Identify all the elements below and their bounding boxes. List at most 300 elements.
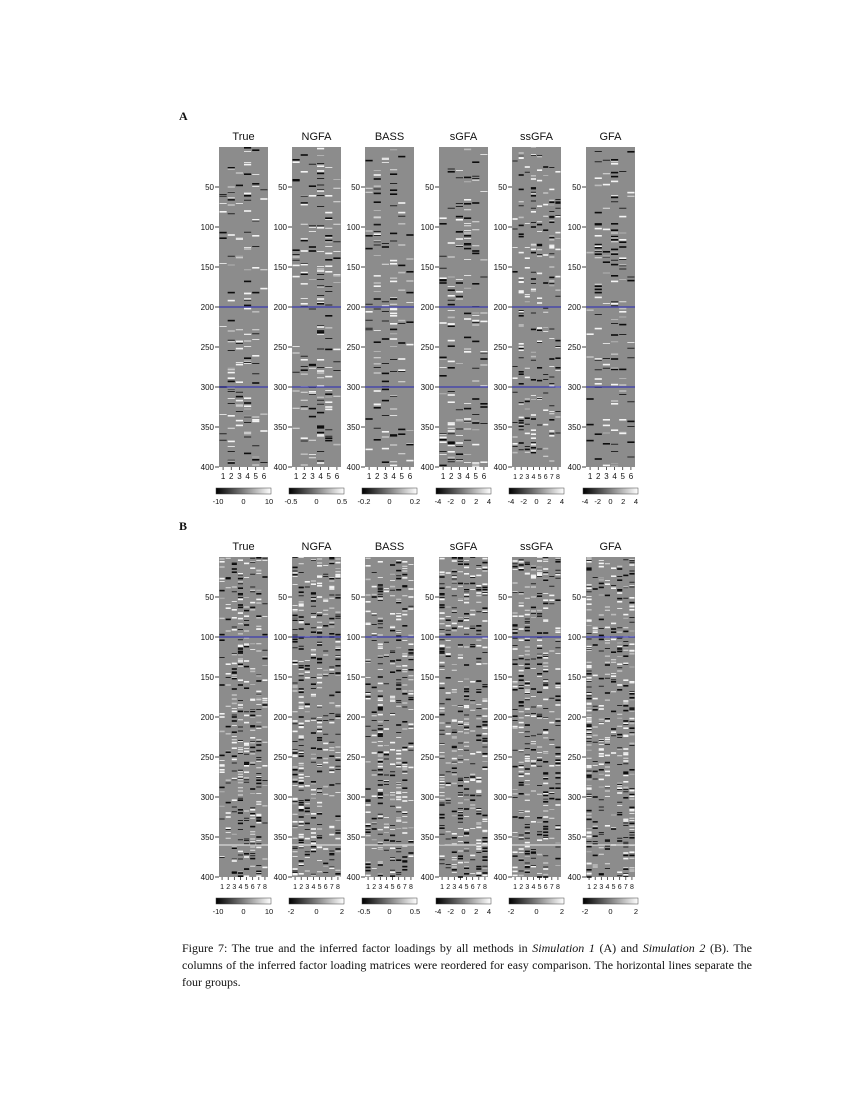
loading-stripe [244,839,249,840]
loading-stripe [525,247,530,248]
loading-stripe [299,572,304,573]
loading-stripe [250,764,255,765]
loading-stripe [329,755,334,757]
loading-stripe [374,235,381,236]
loading-stripe [464,848,469,849]
loading-stripe [244,597,249,598]
loading-stripe [382,381,389,383]
colorbar-tick-label: 2 [474,497,479,506]
loading-stripe [619,208,626,209]
loading-stripe [464,619,469,621]
loading-stripe [513,229,518,230]
loading-stripe [470,577,475,578]
loading-stripe [317,462,324,464]
loading-stripe [238,770,243,771]
loading-stripe [252,363,259,364]
y-tick-label: 150 [567,673,581,682]
loading-stripe [323,848,328,850]
loading-stripe [228,191,235,192]
loading-stripe [228,341,235,342]
loading-stripe [402,792,407,793]
loading-stripe [537,766,542,767]
loading-stripe [472,313,479,314]
loading-stripe [525,377,530,379]
loading-stripe [587,559,592,561]
loading-stripe [238,782,243,784]
loading-stripe [595,458,602,460]
colorbar-tick-label: -2 [594,497,602,506]
loading-stripe [301,284,308,285]
loading-stripe [611,429,618,431]
loading-stripe [611,369,618,371]
loading-stripe [458,705,463,706]
loading-stripe [555,687,560,689]
loading-stripe [480,403,487,405]
loading-stripe [262,656,267,657]
loading-stripe [256,773,261,774]
loading-stripe [464,729,469,730]
loading-stripe [309,394,316,395]
loading-stripe [311,597,316,598]
colorbar-tick-label: 2 [633,907,639,916]
loading-stripe [611,305,618,306]
loading-stripe [513,632,518,634]
loading-stripe [390,742,395,744]
loading-stripe [390,847,395,849]
loading-stripe [374,428,381,429]
loading-stripe [525,572,530,573]
loading-stripe [323,674,328,675]
loading-stripe [470,644,475,645]
loading-stripe [372,613,377,615]
loading-stripe [226,751,231,753]
loading-stripe [555,843,560,844]
y-tick-label: 200 [200,303,214,312]
loading-stripe [543,751,548,752]
loading-stripe [262,859,267,860]
loading-stripe [317,824,322,825]
loading-stripe [448,257,455,258]
loading-stripe [482,830,487,832]
loading-stripe [402,747,407,749]
loading-stripe [587,603,592,605]
loading-stripe [446,572,451,574]
loading-stripe [317,451,324,452]
loading-stripe [448,208,455,209]
loading-stripe [537,327,542,328]
loading-stripe [366,449,373,451]
loading-stripe [382,264,389,265]
loading-stripe [440,437,447,439]
loading-stripe [228,428,235,429]
x-tick-label: 2 [449,472,454,481]
loading-stripe [402,671,407,672]
loading-stripe [323,625,328,627]
loading-stripe [317,846,322,847]
loading-stripe [549,338,554,339]
loading-stripe [256,801,261,802]
loading-stripe [519,429,524,430]
loading-stripe [323,863,328,865]
loading-stripe [293,353,300,354]
loading-stripe [595,257,602,258]
loading-stripe [464,567,469,569]
loading-stripe [238,771,243,772]
loading-stripe [617,631,622,633]
loading-stripe [440,703,445,704]
loading-stripe [232,617,237,619]
loading-stripe [519,404,524,405]
loading-stripe [446,640,451,641]
loading-stripe [448,461,455,462]
loading-stripe [617,789,622,790]
loading-stripe [513,663,518,665]
loading-stripe [619,419,626,421]
loading-stripe [472,202,479,204]
loading-stripe [531,329,536,331]
loading-stripe [396,570,401,572]
loading-stripe [293,827,298,829]
loading-stripe [519,425,524,427]
loading-stripe [476,827,481,829]
loading-stripe [402,768,407,770]
loading-stripe [611,675,616,677]
loading-stripe [311,818,316,819]
loading-stripe [329,588,334,590]
loading-stripe [378,745,383,746]
loading-stripe [482,733,487,735]
loading-stripe [309,250,316,252]
loading-stripe [238,623,243,624]
loading-stripe [293,611,298,612]
loading-stripe [464,724,469,725]
loading-stripe [464,462,471,463]
loading-stripe [623,825,628,826]
loading-stripe [448,300,455,301]
loading-stripe [244,751,249,752]
loading-stripe [396,763,401,764]
loading-stripe [244,308,251,310]
loading-stripe [555,865,560,866]
loading-stripe [325,286,332,287]
loading-stripe [452,869,457,871]
loading-stripe [519,775,524,777]
loading-stripe [452,783,457,785]
loading-stripe [323,758,328,760]
loading-stripe [402,611,407,612]
loading-stripe [325,217,332,219]
loading-stripe [440,730,445,731]
loading-stripe [238,618,243,620]
loading-stripe [629,734,634,736]
loading-stripe [593,627,598,629]
loading-stripe [448,324,455,326]
loading-stripe [519,564,524,566]
loading-stripe [299,774,304,776]
loading-stripe [382,311,389,312]
loading-stripe [398,245,405,246]
loading-stripe [232,778,237,780]
loading-stripe [476,575,481,577]
loading-stripe [525,598,530,599]
loading-stripe [482,587,487,589]
loading-stripe [470,646,475,648]
loading-stripe [456,216,463,218]
loading-stripe [519,157,524,159]
loading-stripe [238,647,243,648]
loading-stripe [374,233,381,235]
loading-stripe [244,840,249,841]
loading-stripe [549,711,554,712]
loading-stripe [220,806,225,807]
loading-stripe [629,723,634,725]
loading-stripe [525,856,530,857]
loading-stripe [390,835,395,836]
y-tick-label: 250 [200,753,214,762]
loading-stripe [299,689,304,690]
loading-stripe [452,705,457,706]
loading-stripe [396,784,401,785]
loading-stripe [617,656,622,657]
loading-stripe [325,241,332,242]
loading-stripe [599,651,604,652]
loading-stripe [537,794,542,795]
y-tick-label: 400 [567,873,581,882]
loading-stripe [440,834,445,835]
loading-stripe [317,659,322,661]
loading-stripe [299,786,304,788]
loading-stripe [456,245,463,246]
loading-stripe [236,237,243,238]
loading-stripe [482,815,487,817]
y-tick-label: 50 [278,593,287,602]
loading-stripe [382,415,389,416]
loading-stripe [390,415,397,416]
loading-stripe [587,650,592,651]
loading-stripe [603,229,610,231]
loading-stripe [384,642,389,643]
loading-stripe [366,248,373,250]
loading-stripe [390,313,397,315]
loading-stripe [482,724,487,726]
loading-stripe [390,829,395,830]
loading-stripe [623,874,628,876]
loading-stripe [599,769,604,771]
loading-stripe [464,613,469,615]
loading-stripe [325,246,332,247]
loading-stripe [555,756,560,757]
loading-stripe [595,297,602,299]
loading-stripe [476,718,481,720]
heatmap-title: ssGFA [519,541,554,553]
loading-stripe [301,298,308,299]
loading-stripe [382,363,389,364]
loading-stripe [232,716,237,718]
loading-stripe [611,444,618,445]
loading-stripe [317,155,324,156]
colorbar-tick-label: 2 [547,497,552,506]
y-tick-label: 250 [567,343,581,352]
loading-stripe [390,586,395,588]
y-tick-label: 350 [420,423,434,432]
y-tick-label: 300 [493,793,507,802]
loading-stripe [549,205,554,206]
loading-stripe [448,445,455,447]
loading-stripe [378,847,383,848]
loading-stripe [617,576,622,577]
loading-stripe [611,195,618,196]
loading-stripe [384,591,389,593]
loading-stripe [464,664,469,666]
loading-stripe [398,289,405,291]
loading-stripe [372,775,377,776]
loading-stripe [372,711,377,713]
loading-stripe [549,838,554,839]
loading-stripe [531,659,536,660]
loading-stripe [374,185,381,187]
loading-stripe [390,841,395,842]
loading-stripe [317,737,322,739]
loading-stripe [537,595,542,597]
loading-stripe [619,378,626,379]
loading-stripe [390,775,395,777]
x-tick-label: 3 [383,472,388,481]
loading-stripe [396,732,401,733]
loading-stripe [629,835,634,836]
loading-stripe [482,607,487,609]
loading-stripe [238,812,243,814]
loading-stripe [549,167,554,168]
loading-stripe [262,576,267,578]
loading-stripe [555,346,560,347]
loading-stripe [311,794,316,795]
colorbar-tick-label: 0.5 [409,907,421,916]
loading-stripe [531,208,536,209]
loading-stripe [402,568,407,569]
loading-stripe [390,233,397,235]
loading-stripe [256,804,261,805]
loading-stripe [402,866,407,868]
loading-stripe [299,723,304,725]
loading-stripe [587,835,592,837]
loading-stripe [309,227,316,228]
colorbar-tick-label: 0 [608,497,613,506]
loading-stripe [623,559,628,560]
loading-stripe [226,684,231,686]
loading-stripe [537,785,542,786]
loading-stripe [531,611,536,612]
loading-stripe [519,679,524,681]
loading-stripe [531,450,536,452]
loading-stripe [408,827,413,828]
loading-stripe [513,726,518,728]
loading-stripe [595,185,602,187]
loading-stripe [603,173,610,174]
loading-stripe [472,421,479,422]
loading-stripe [464,245,471,246]
loading-stripe [543,393,548,394]
loading-stripe [587,648,592,649]
y-tick-label: 350 [273,423,287,432]
loading-stripe [611,237,618,238]
loading-stripe [317,643,322,644]
loading-stripe [335,656,340,657]
loading-stripe [238,855,243,856]
loading-stripe [549,281,554,282]
x-tick-label: 4 [612,472,617,481]
loading-stripe [531,211,536,213]
loading-stripe [525,424,530,425]
loading-stripe [537,560,542,562]
loading-stripe [390,308,397,309]
loading-stripe [555,787,560,789]
loading-stripe [398,320,405,322]
loading-stripe [402,578,407,579]
loading-stripe [537,610,542,612]
loading-stripe [366,623,371,624]
loading-stripe [262,805,267,807]
loading-stripe [374,245,381,246]
loading-stripe [617,646,622,648]
x-tick-label: 8 [335,884,340,891]
loading-stripe [317,163,324,164]
loading-stripe [256,709,261,710]
loading-stripe [250,567,255,569]
loading-stripe [629,809,634,811]
loading-stripe [446,655,451,657]
loading-stripe [513,689,518,691]
loading-stripe [482,819,487,821]
loading-stripe [366,788,371,790]
loading-stripe [325,367,332,368]
loading-stripe [382,338,389,340]
loading-stripe [611,691,616,692]
y-tick-label: 50 [205,183,214,192]
loading-stripe [476,708,481,709]
loading-stripe [250,809,255,811]
loading-stripe [537,567,542,568]
loading-stripe [519,727,524,729]
loading-stripe [623,575,628,577]
loading-stripe [238,747,243,748]
loading-stripe [440,633,445,635]
loading-stripe [311,677,316,678]
loading-stripe [472,221,479,222]
loading-stripe [390,700,395,702]
loading-stripe [398,371,405,372]
loading-stripe [335,766,340,767]
loading-stripe [238,599,243,601]
loading-stripe [299,825,304,826]
loading-stripe [593,821,598,822]
loading-stripe [482,716,487,717]
loading-stripe [305,623,310,625]
loading-stripe [396,575,401,576]
loading-stripe [458,655,463,656]
loading-stripe [378,663,383,664]
loading-stripe [519,236,524,238]
loading-stripe [617,785,622,786]
loading-stripe [396,791,401,792]
loading-stripe [513,638,518,639]
loading-stripe [406,344,413,346]
loading-stripe [525,452,530,453]
colorbar [509,898,564,904]
loading-stripe [603,419,610,421]
loading-stripe [250,710,255,711]
loading-stripe [250,730,255,731]
loading-stripe [374,231,381,232]
